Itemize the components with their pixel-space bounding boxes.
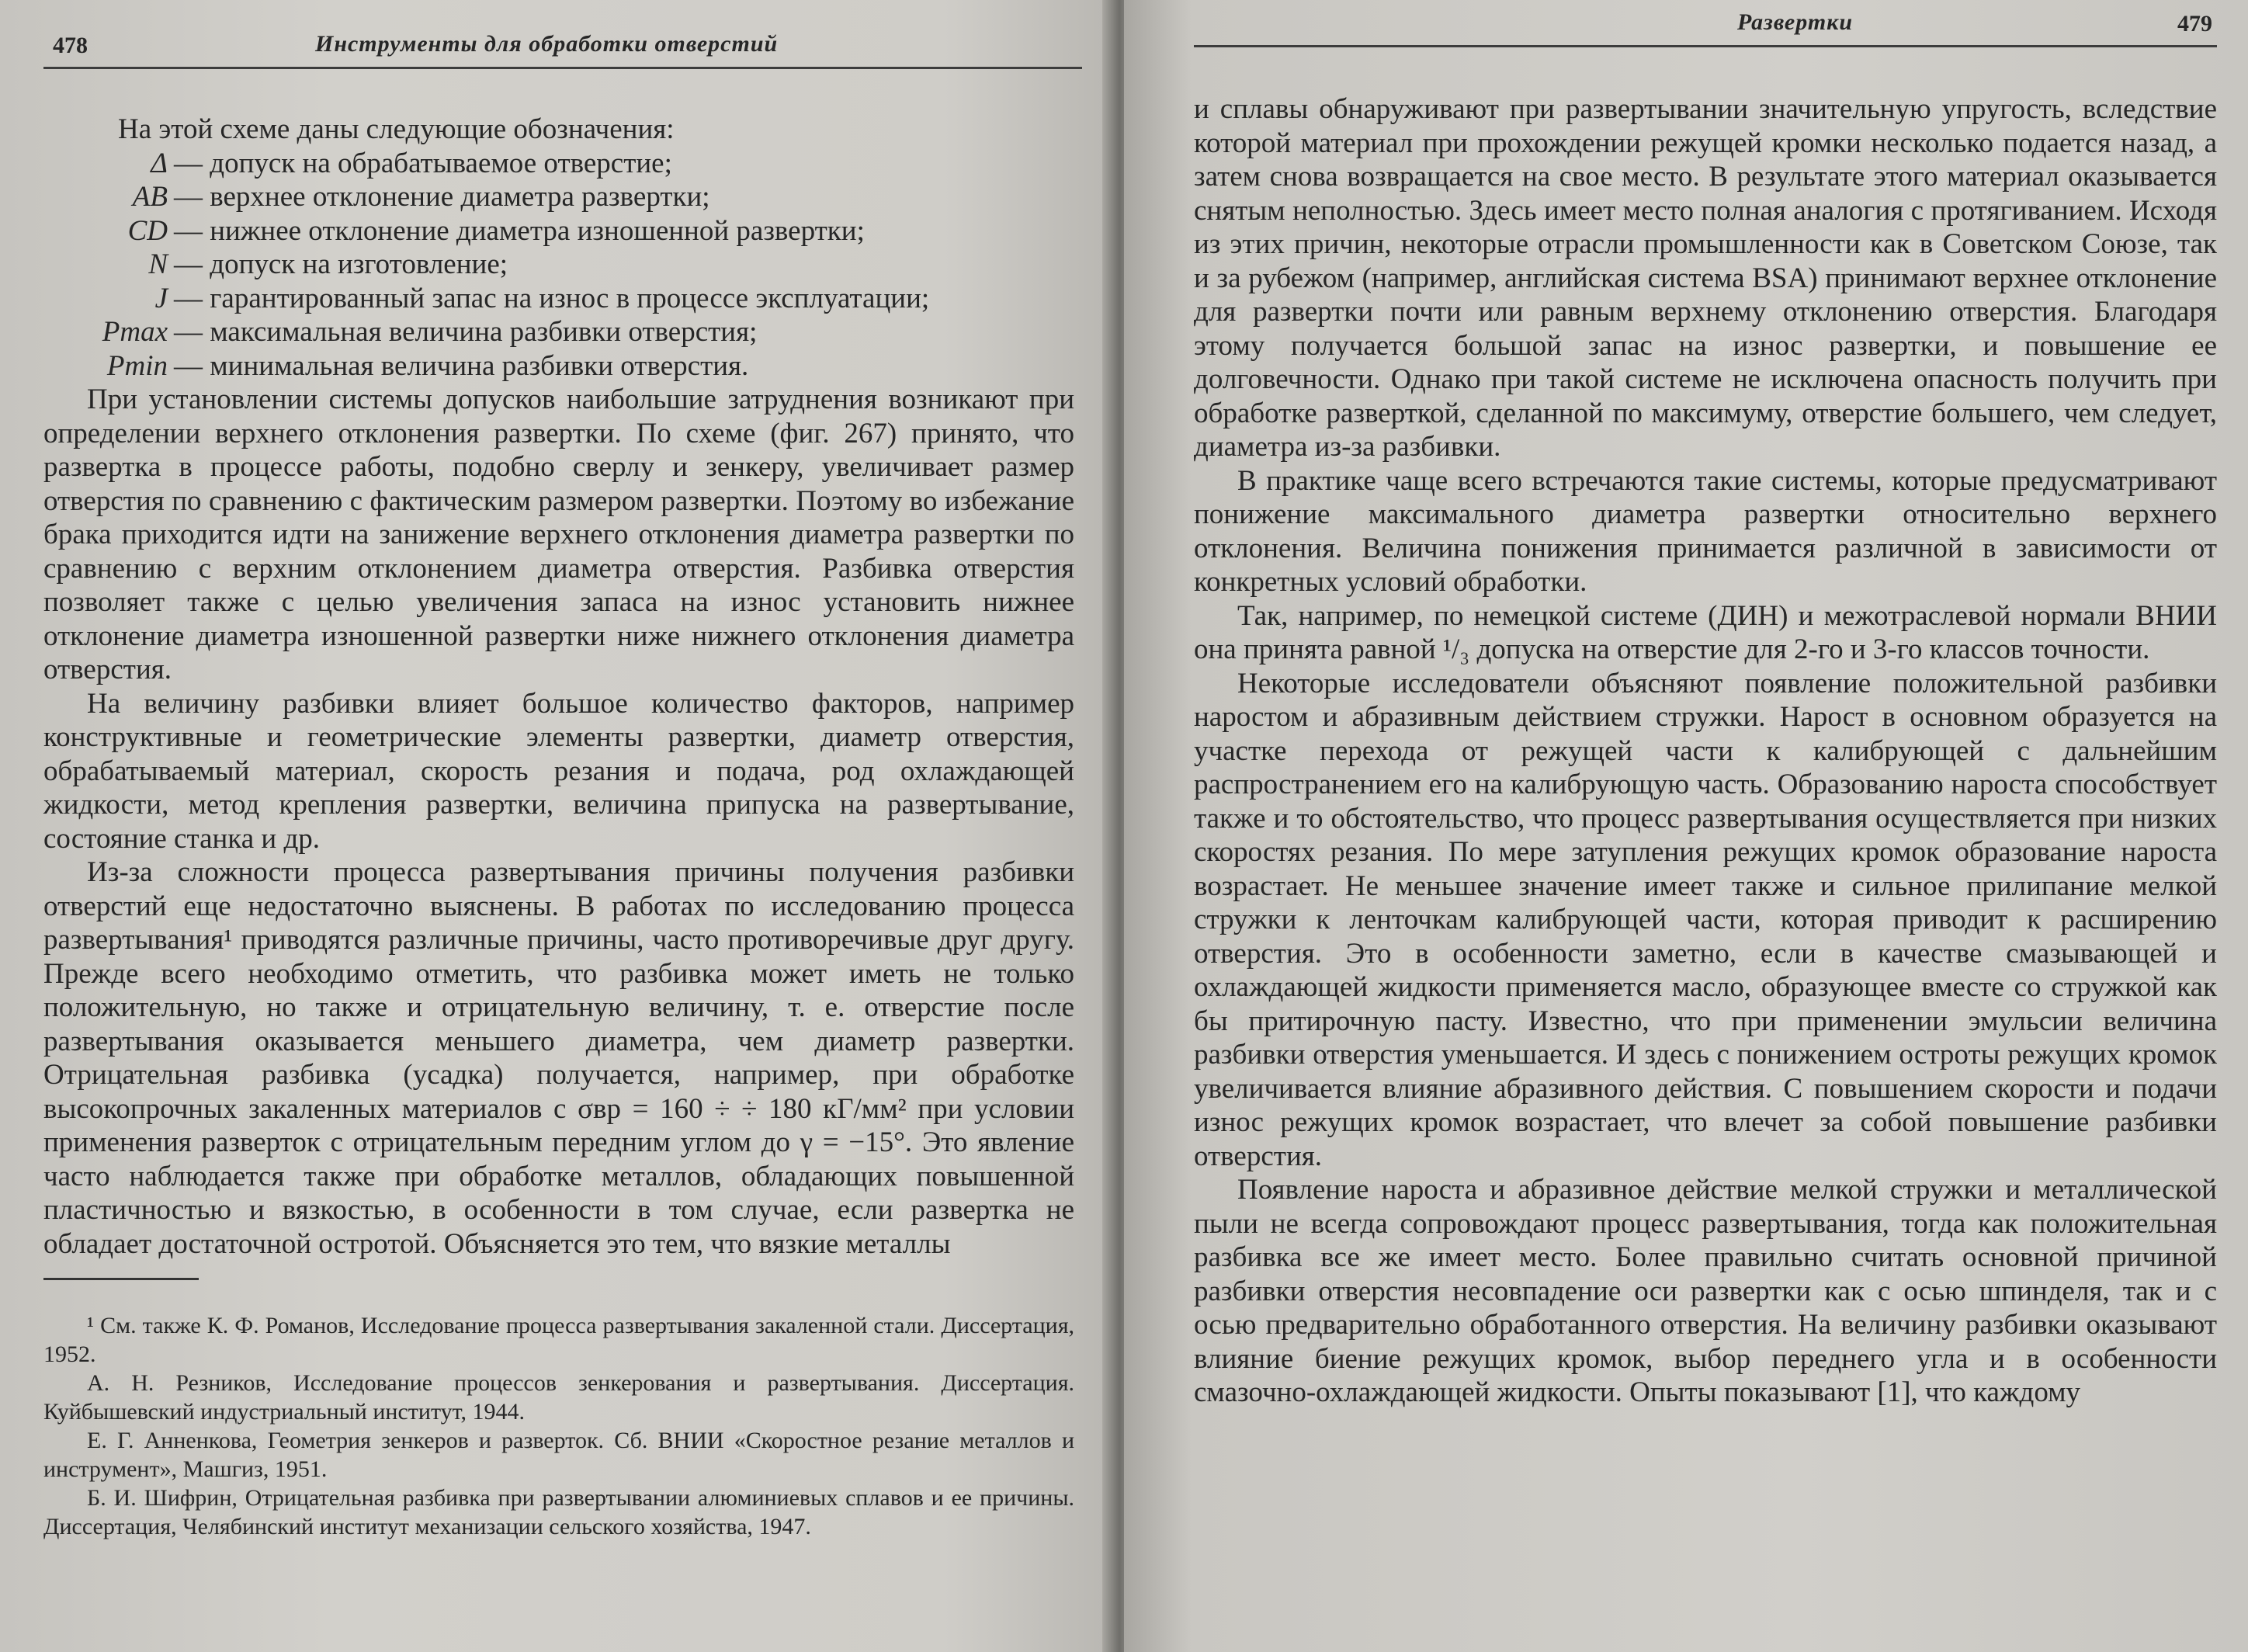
right-running-head <box>1194 6 2217 47</box>
legend-item <box>43 147 1074 181</box>
right-page <box>1124 0 2248 1652</box>
footnote: Е. Г. Анненкова, Геометрия зенкеров и разверток. Сб. ВНИИ «Скоростное резание металлов и инструмент», Машгиз, 1951. <box>43 1428 1074 1482</box>
legend-item <box>43 248 1074 282</box>
legend-item <box>43 282 1074 316</box>
right-running-title: Развертки <box>1737 9 1854 35</box>
body-paragraph: Из-за сложности процесса развертывания причины получения разбивки отверстий еще недостаточно выяснены. В работах по исследованию процесса развертывания¹ приводятся различные причины, часто противоречивые друг другу. Прежде всего необходимо отметить, что разбивка может иметь не только положительную, но также и отрицательную величину, т. е. отверстие после развертывания оказывается меньшего диаметра, чем диаметр развертки. Отрицательная разбивка (усадка) получается, например, при обработке высокопрочных закаленных материалов с σвр = 160 ÷ ÷ 180 кГ/мм² при условии применения разверток с отрицательным передним углом до γ = −15°. Это явление часто наблюдается также при обработке металлов, обладающих повышенной пластичностью и вязкостью, в особенности в том случае, если развертка не обладает достаточной остротой. Объясняется это тем, что вязкие металлы <box>43 856 1074 1260</box>
left-page <box>0 0 1112 1652</box>
legend-text: — максимальная величина разбивки отверстия; <box>174 316 758 348</box>
legend-text: — допуск на изготовление; <box>174 248 508 280</box>
left-page-number: 478 <box>53 33 88 58</box>
legend-symbol: AB <box>132 181 168 213</box>
left-running-head <box>43 28 1082 69</box>
body-paragraph: и сплавы обнаруживают при развертывании значительную упругость, вследствие которой материал при прохождении режущей кромки несколько подается назад, а затем снова возвращается на свое место. В результате этого материал оказывается снятым неполностью. Здесь имеет место полная аналогия с протягиванием. Исходя из этих причин, некоторые отрасли промышленности как в Советском Союзе, так и за рубежом (например, английская система BSA) принимают верхнее отклонение для развертки почти или равным верхнему отклонению отверстия. Благодаря этому получается большой запас на износ развертки, и повышение ее долговечности. Однако при такой системе не исключена опасность получить при обработке разверткой, сделанной по максимуму, отверстие большего, чем следует, диаметра из-за разбивки. <box>1194 93 2217 463</box>
footnote-divider <box>43 1278 199 1280</box>
legend-text: — верхнее отклонение диаметра развертки; <box>174 181 710 213</box>
legend <box>43 113 1074 383</box>
legend-item <box>43 315 1074 349</box>
body-paragraph: На величину разбивки влияет большое количество факторов, например конструктивные и геометрические элементы развертки, диаметр отверстия, обрабатываемый материал, скорость резания и подача, род охлаждающей жидкости, метод крепления развертки, величина припуска на развертывание, состояние станка и др. <box>43 687 1074 855</box>
legend-intro: На этой схеме даны следующие обозначения: <box>118 113 675 145</box>
legend-symbol: J <box>154 282 168 314</box>
legend-text: — минимальная величина разбивки отверстия. <box>174 349 749 382</box>
right-page-number: 479 <box>2177 11 2212 36</box>
legend-text: — нижнее отклонение диаметра изношенной развертки; <box>174 214 865 247</box>
legend-symbol: Δ <box>151 147 168 179</box>
legend-symbol: Pmax <box>102 316 168 348</box>
legend-item <box>43 349 1074 384</box>
legend-text: — гарантированный запас на износ в процессе эксплуатации; <box>174 282 930 314</box>
body-paragraph: Некоторые исследователи объясняют появление положительной разбивки наростом и абразивным действием стружки. Нарост в основном образуется на участке перехода от режущей части к калибрующей с дальнейшим распространением его на калибрующую часть. Образованию нароста способствует также и то обстоятельство, что процесс развертывания осуществляется при низких скоростях резания. По мере затупления режущих кромок образование нароста возрастает. Не меньшее значение имеет также и сильное прилипание мелкой стружки к ленточкам калибрующей части, которая приводит к расширению отверстия. Это в особенности заметно, если в качестве смазывающей и охлаждающей жидкости применяется масло, образующее вместе со стружкой как бы притирочную пасту. Известно, что при применении эмульсии величина разбивки отверстия уменьшается. И здесь с понижением остроты режущих кромок увеличивается влияние абразивного действия. С повышением скорости и подачи износ режущих кромок возрастает, что влечет за собой повышение разбивки отверстия. <box>1194 667 2217 1172</box>
left-running-title: Инструменты для обработки отверстий <box>315 31 779 57</box>
body-paragraph: При установлении системы допусков наибольшие затруднения возникают при определении верхнего отклонения развертки. По схеме (фиг. 267) принято, что развертка в процессе работы, подобно сверлу и зенкеру, увеличивает размер отверстия по сравнению с фактическим размером развертки. Поэтому во избежание брака приходится идти на занижение верхнего отклонения диаметра развертки по сравнению с верхним отклонением диаметра отверстия. Разбивка отверстия позволяет также с целью увеличения запаса на износ установить нижнее отклонение диаметра изношенной развертки ниже нижнего отклонения диаметра отверстия. <box>43 384 1074 685</box>
body-paragraph: Так, например, по немецкой системе (ДИН) и межотраслевой нормали ВНИИ она принята равной ¹/₃ допуска на отверстие для 2-го и 3-го классов точности. <box>1194 599 2217 665</box>
footnote: ¹ См. также К. Ф. Романов, Исследование процесса развертывания закаленной стали. Диссертация, 1952. <box>43 1313 1074 1367</box>
legend-text: — допуск на обрабатываемое отверстие; <box>174 147 672 179</box>
footnote: Б. И. Шифрин, Отрицательная разбивка при развертывании алюминиевых сплавов и ее причины. Диссертация, Челябинский институт механизации сельского хозяйства, 1947. <box>43 1485 1074 1539</box>
legend-symbol: N <box>148 248 168 280</box>
body-paragraph: В практике чаще всего встречаются такие системы, которые предусматривают понижение максимального диаметра развертки относительно верхнего отклонения. Величина понижения принимается различной в зависимости от конкретных условий обработки. <box>1194 464 2217 598</box>
legend-item <box>43 180 1074 214</box>
legend-symbol: CD <box>127 214 168 247</box>
legend-symbol: Pmin <box>106 349 168 382</box>
body-paragraph: Появление нароста и абразивное действие мелкой стружки и металлической пыли не всегда сопровождают процесс развертывания, тогда как положительная разбивка все же имеет место. Более правильно считать основной причиной разбивки отверстия несовпадение оси развертки как с осью шпинделя, так и с осью предварительно обработанного отверстия. На величину разбивки оказывают влияние биение режущих кромок, выбор переднего угла и в особенности смазочно-охлаждающей жидкости. Опыты показывают [1], что каждому <box>1194 1174 2217 1408</box>
footnote: А. Н. Резников, Исследование процессов зенкерования и развертывания. Диссертация. Куйбышевский индустриальный институт, 1944. <box>43 1370 1074 1425</box>
legend-item <box>43 214 1074 248</box>
